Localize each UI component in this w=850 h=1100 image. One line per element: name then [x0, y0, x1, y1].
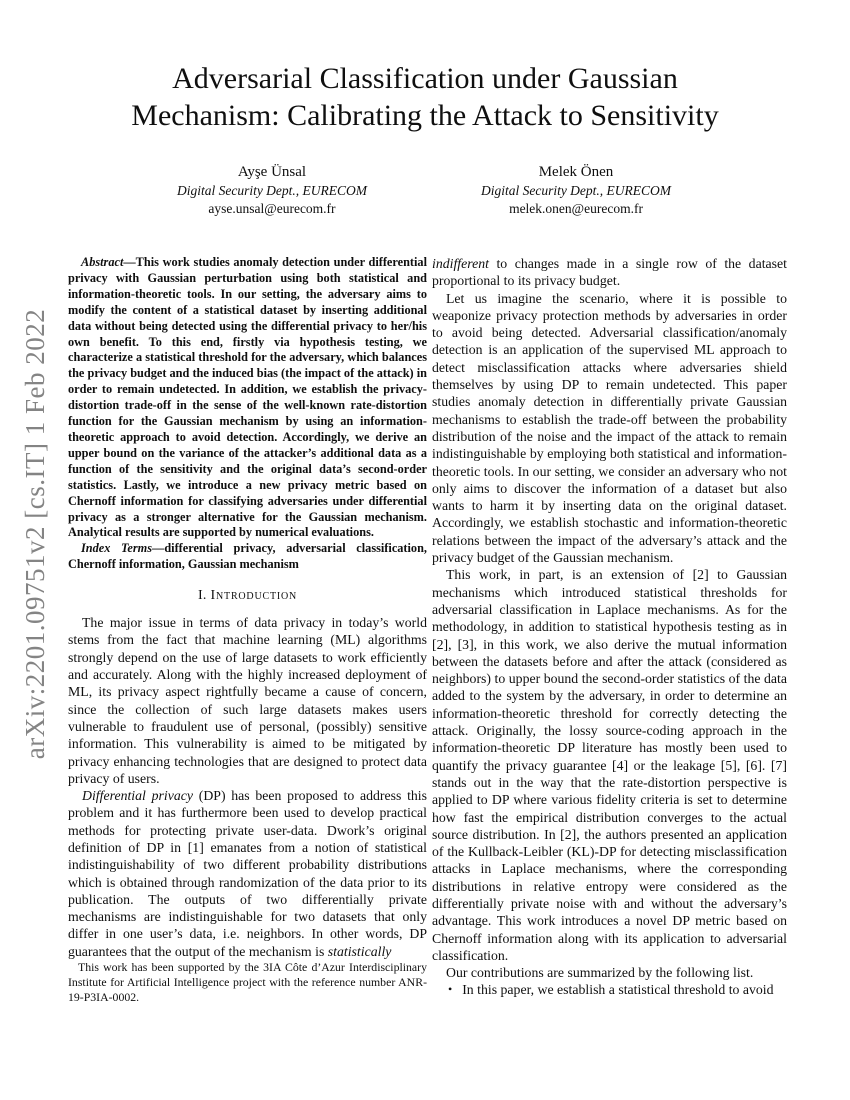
- body-paragraph-scenario: Let us imagine the scenario, where it is possible to weaponize privacy protection methods by adversaries in order to avoid being detected. Adversarial classification/anomaly detection is an application of the supervised ML approach to detect misclassification attacks where adversaries shield themselves by using DP to remain undetected. This paper studies anomaly detection in differentially private Gaussian mechanisms to establish the trade-off between the probability distribution of the noise and the impact of the attack to remain indistinguishable by employing both statistical and information-theoretic tools. In our setting, we consider an adversary who not only aims to discover the information of a dataset but also wants to harm it by inserting data on the original dataset. Accordingly, we establish stochastic and information-theoretic relations between the impact of the adversary’s attack and the privacy budget of the Gaussian mechanism.: [432, 290, 787, 566]
- intro-paragraph-1: The major issue in terms of data privacy in today’s world stems from the fact that machine learning (ML) algorithms strongly depend on the use of large datasets to work efficiently and accurately. Along with the highly increased deployment of ML, its privacy aspect rightfully became a cause of concern, since the collection of such large datasets makes users vulnerable to fraudulent use of personal, (possibly) sensitive information. This vulnerability is aimed to be mitigated by privacy enhancing technologies that are designed to protect data privacy of users.: [68, 615, 427, 786]
- bullet-text: In this paper, we establish a statistical threshold to avoid: [462, 982, 774, 998]
- section-title: Introduction: [210, 588, 298, 604]
- bullet-icon: •: [448, 982, 453, 997]
- section-number: I.: [197, 588, 207, 604]
- author-email: melek.onen@eurecom.fr: [509, 201, 643, 216]
- author-affiliation: Digital Security Dept., EURECOM: [176, 183, 368, 198]
- index-terms-paragraph: [68, 541, 427, 573]
- intro-paragraph-2: [68, 787, 427, 960]
- right-column: [432, 255, 787, 1003]
- abstract-lead: Abstract: [81, 255, 124, 269]
- italic-lead: Differential privacy: [82, 788, 193, 804]
- author-block-1: [122, 163, 422, 218]
- abstract-paragraph: [68, 255, 427, 541]
- content-columns: [68, 255, 787, 1003]
- paragraph-text: (DP) has been proposed to address this problem and it has furthermore been used to develop practical methods for protecting private user-data. Dwork’s original definition of DP in [1] emanates from a notion of statistical indistinguishability of two different probability distributions which is obtained through randomization of the data prior to its publication. The outputs of two differentially private mechanisms are indistinguishable for two datasets that only differ in one user’s data, i.e. neighbors. In other words, DP guarantees that the output of the mechanism is: [68, 788, 428, 959]
- abstract-text: —This work studies anomaly detection under differential privacy with Gaussian perturbation using both statistical and information-theoretic tools. In our setting, the adversary aims to modify the content of a statistical dataset by inserting additional data without being detected using the differential privacy to her/his own benefit. To this end, firstly via hypothesis testing, we characterize a statistical threshold for the adversary, which balances the privacy budget and the induced bias (the impact of the attack) in order to remain undetected. In addition, we establish the privacy-distortion trade-off in the sense of the well-known rate-distortion function for the Gaussian mechanism by using an information-theoretic approach to avoid detection. Accordingly, we derive an upper bound on the variance of the attacker’s additional data as a function of the sensitivity and the original data’s second-order statistics. Lastly, we introduce a new privacy metric based on Chernoff information for classifying adversaries under differential privacy as a stronger alternative for the Gaussian mechanism. Analytical results are supported by numerical evaluations.: [68, 255, 427, 540]
- italic-tail: statistically: [327, 943, 392, 959]
- paper-title: [0, 60, 850, 134]
- title-line-2: Mechanism: Calibrating the Attack to Sensitivity: [131, 99, 719, 132]
- left-column: [68, 255, 427, 1003]
- title-line-1: Adversarial Classification under Gaussian: [172, 62, 678, 95]
- authors-row: [0, 163, 850, 233]
- contributions-paragraph: Our contributions are summarized by the following list.: [446, 965, 754, 981]
- arxiv-watermark: arXiv:2201.09751v2 [cs.IT] 1 Feb 2022: [20, 308, 50, 760]
- author-affiliation: Digital Security Dept., EURECOM: [480, 183, 672, 198]
- bullet-list-item: [432, 981, 787, 998]
- author-name: Melek Önen: [538, 164, 614, 180]
- author-block-2: [426, 163, 726, 218]
- paragraph-text: to changes made in a single row of the dataset proportional to its privacy budget.: [432, 256, 787, 289]
- author-email: ayse.unsal@eurecom.fr: [208, 201, 336, 216]
- italic-lead: indifferent: [432, 256, 489, 271]
- author-name: Ayşe Ünsal: [237, 164, 307, 180]
- funding-footnote: This work has been supported by the 3IA Côte d’Azur Interdisciplinary Institute for Artificial Intelligence project with the reference number ANR-19-P3IA-0002.: [68, 960, 427, 1004]
- section-heading-introduction: [68, 588, 427, 604]
- body-paragraph-extension: This work, in part, is an extension of [2] to Gaussian mechanisms which introduced statistical thresholds for adversarial classification in Laplace mechanisms. As for the methodology, in addition to statistical hypothesis testing as in [2], [3], in this work, we also derive the mutual information between the datasets before and after the attack (considered as neighbors) to upper bound the second-order statistics of the data added to the system by the adversary, in order to determine an information-theoretic threshold for correctly detecting the attack. Originally, the lossy source-coding approach in the information-theoretic DP literature has mostly been used to quantify the privacy guarantee [4] or the leakage [5], [6]. [7] stands out in the way that the rate-distortion perspective is applied to DP where various fidelity criteria is set to determine how fast the empirical distribution converges to the actual source distribution. In [2], the authors presented an application of the Kullback-Leibler (KL)-DP for detecting misclassification attacks in Laplace mechanisms, where the corresponding distributions in relative entropy were considered as the differentially private noise with and without the adversary’s advantage. This work introduces a novel DP metric based on Chernoff information along with its application to adversarial classification.: [432, 567, 787, 963]
- index-terms-lead: Index Terms: [81, 541, 153, 556]
- index-terms-text: —differential privacy, adversarial classification, Chernoff information, Gaussian mechanism: [68, 541, 427, 572]
- continuation-paragraph: [432, 255, 787, 290]
